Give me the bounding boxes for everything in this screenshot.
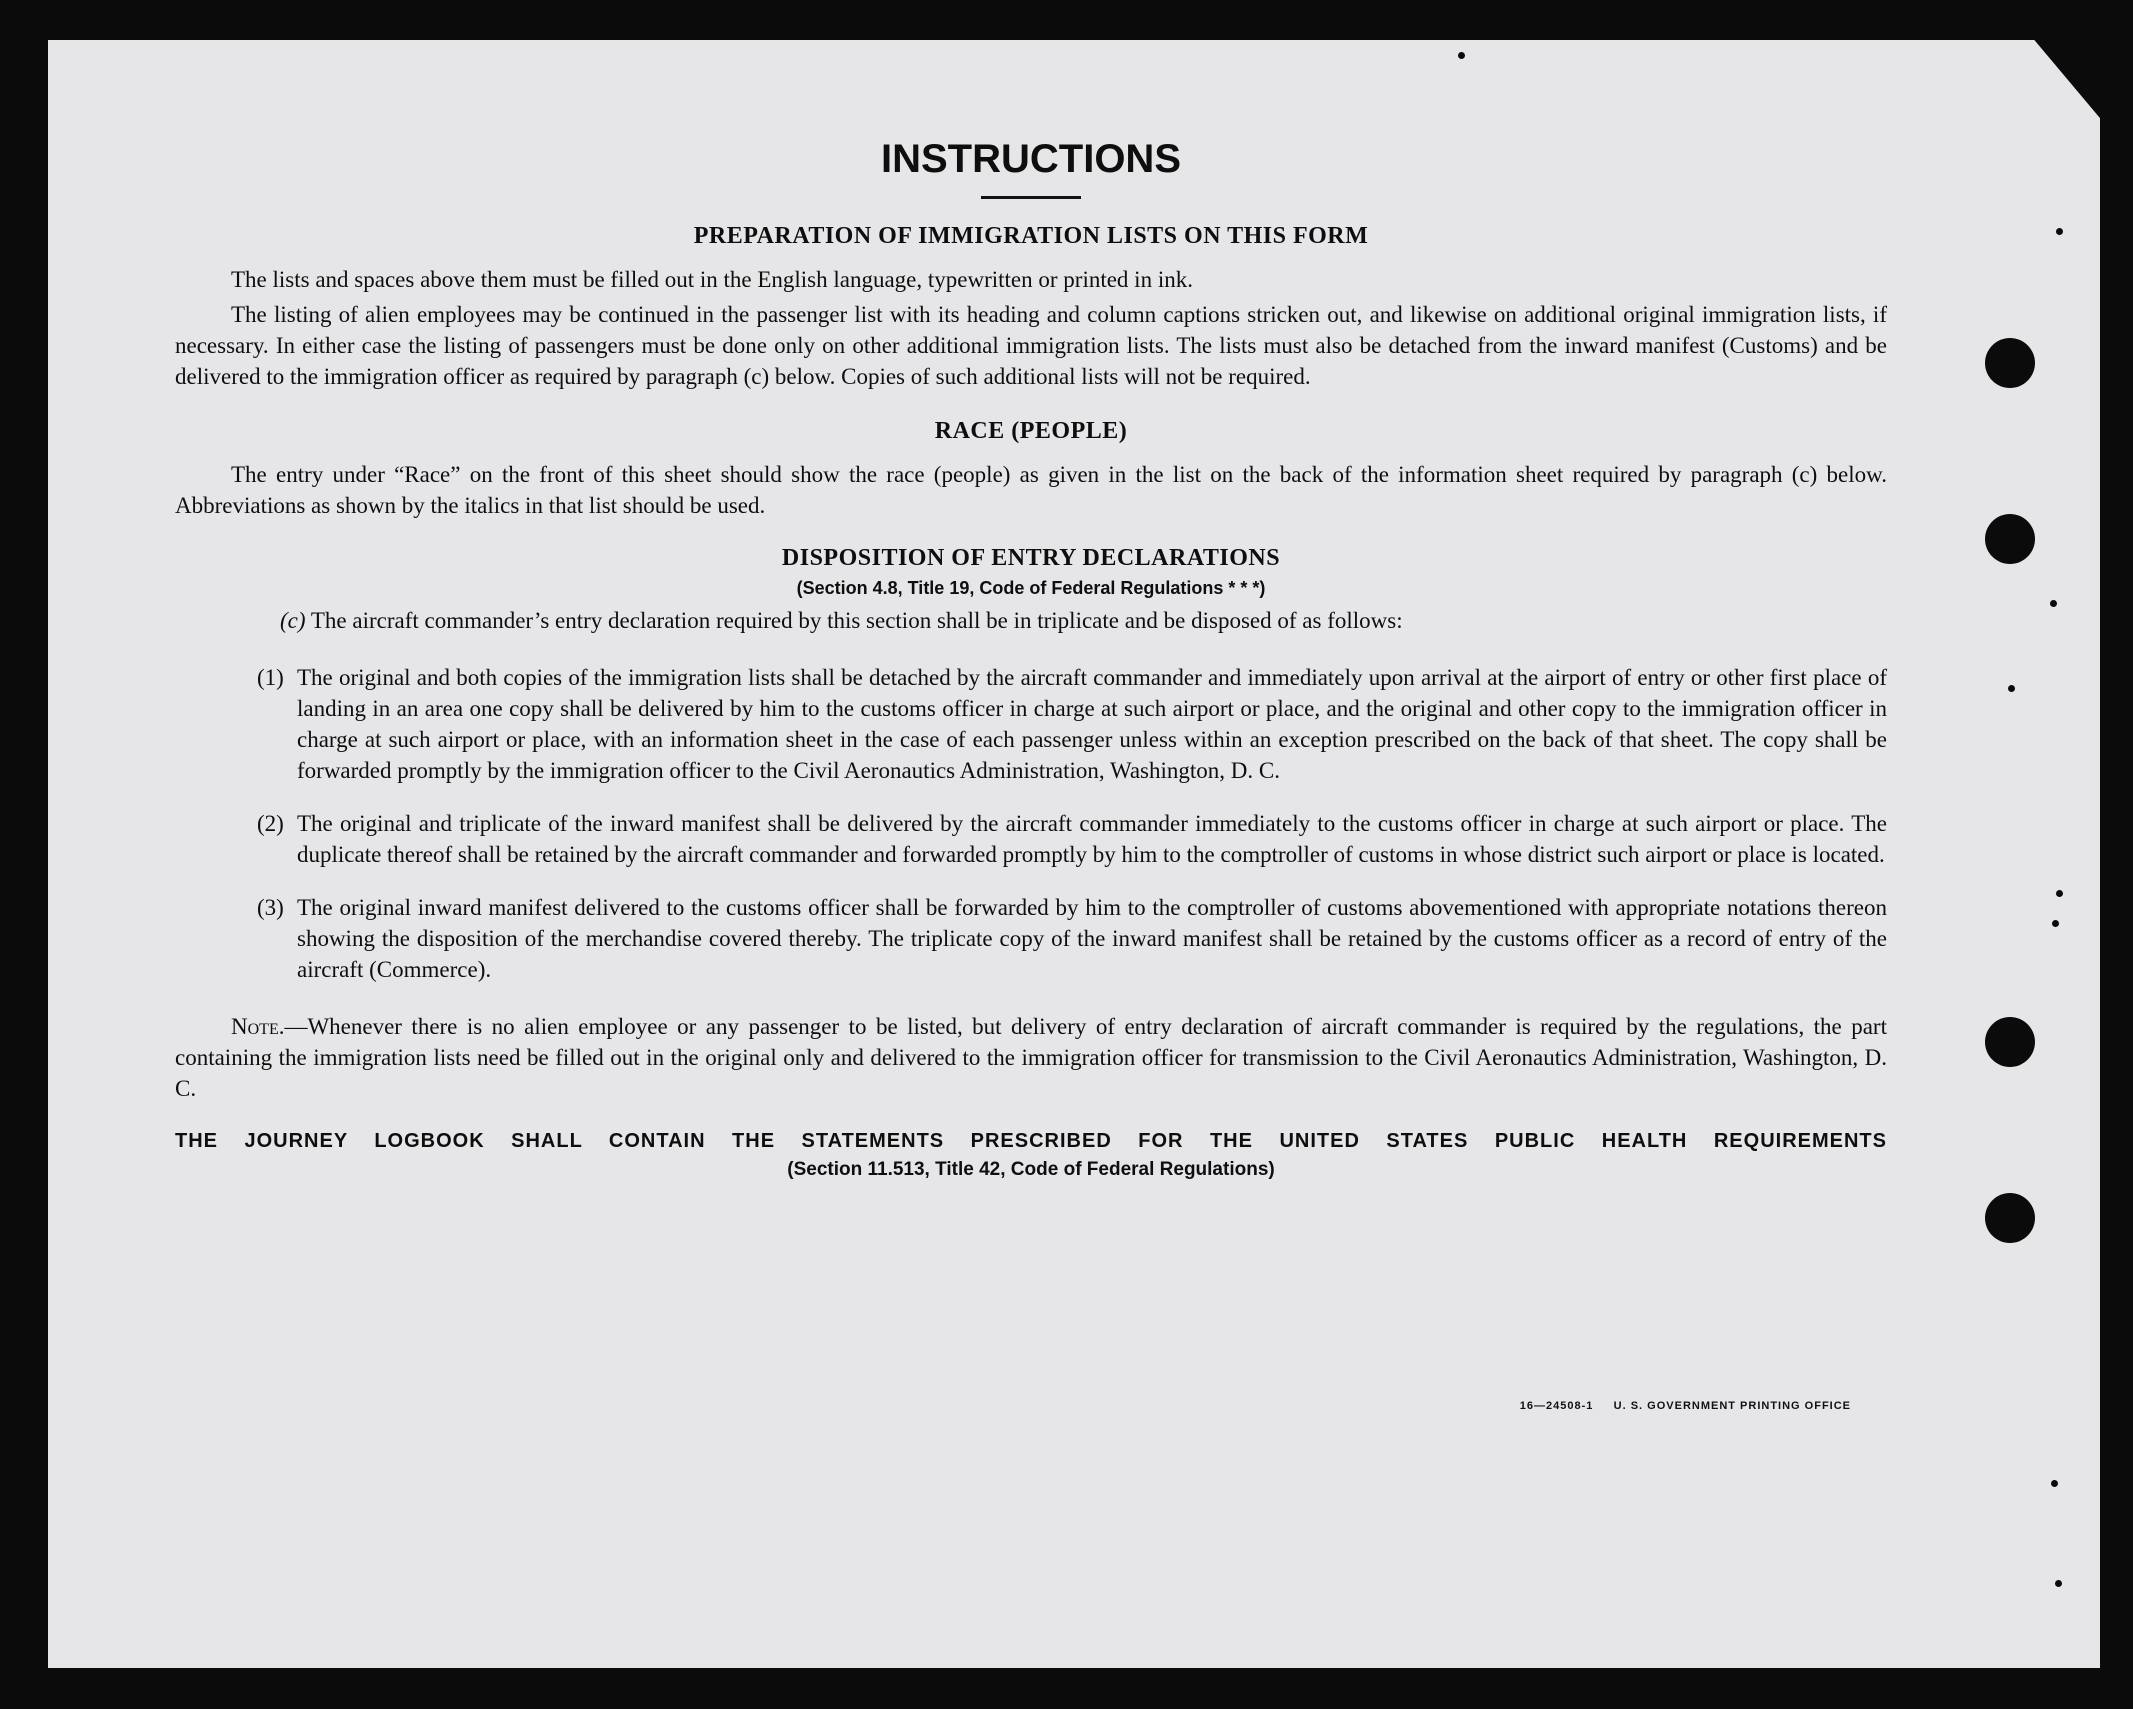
form-code: 16—24508-1 [1519,1400,1594,1412]
punch-hole [1985,514,2035,564]
punch-hole [1985,338,2035,388]
race-paragraph: The entry under “Race” on the front of this sheet should show the race (people) as given in the list on the back of the information sheet required by paragraph (c) below. Abbreviations as shown by the italics in that list should be used. [175,462,1887,518]
item-number: (2) [257,811,284,836]
disposition-item-2 [257,808,1887,870]
item-number: (3) [257,895,284,920]
page-title: INSTRUCTIONS [881,137,1181,181]
paper-mark [2051,1480,2058,1487]
journey-statement: THE JOURNEY LOGBOOK SHALL CONTAIN THE STATEMENTS PRESCRIBED FOR THE UNITED STATES PUBLIC HEALTH REQUIREMENTS [175,1130,1887,1152]
heading-disposition: DISPOSITION OF ENTRY DECLARATIONS [781,545,1281,571]
item-number: (1) [257,665,284,690]
disposition-intro [280,605,1887,636]
paper-mark [2055,1580,2062,1587]
paper-mark [2056,890,2063,897]
note-paragraph [175,1011,1887,1104]
preparation-paragraph-2: The listing of alien employees may be continued in the passenger list with its heading and column captions stricken out, and likewise on additional original immigration lists, if necessary. In either case the listing of passengers must be done only on other additional immigration lists. The lists must also be detached from the inward manifest (Customs) and be delivered to the immigration officer as required by paragraph (c) below. Copies of such additional lists will not be required. [175,302,1887,389]
note-text: —Whenever there is no alien employee or any passenger to be listed, but delivery of entry declaration of aircraft commander is required by the regulations, the part containing the immigration lists need be filled out in the original only and delivered to the immigration officer for transmission to the Civil Aeronautics Administration, Washington, D. C. [175,1014,1887,1101]
paper-mark [2052,920,2059,927]
item-text: The original and triplicate of the inward manifest shall be delivered by the aircraft commander immediately to the customs officer in charge at such airport or place. The duplicate thereof shall be retained by the aircraft commander and forwarded promptly by him to the comptroller of customs in whose district such airport or place is located. [297,811,1887,867]
journey-reference: (Section 11.513, Title 42, Code of Federal Regulations) [787,1159,1275,1180]
disposition-item-1 [257,662,1887,786]
disposition-reference: (Section 4.8, Title 19, Code of Federal Regulations * * *) [796,578,1266,598]
printing-office-footer [1520,1400,1851,1412]
note-label: Note. [231,1014,285,1039]
intro-label: (c) [280,608,306,633]
heading-race: RACE (PEOPLE) [934,418,1128,444]
instructions-content [175,90,1887,1181]
disposition-item-3 [257,892,1887,985]
punch-hole [1985,1017,2035,1067]
printer-name: U. S. GOVERNMENT PRINTING OFFICE [1613,1400,1851,1412]
punch-hole [1985,1193,2035,1243]
intro-text: The aircraft commander’s entry declaration required by this section shall be in triplicate and be disposed of as follows: [310,608,1403,633]
paper-mark [1458,52,1465,59]
paper-mark [2056,228,2063,235]
item-text: The original and both copies of the immigration lists shall be detached by the aircraft commander and immediately upon arrival at the airport of entry or other first place of landing in an area one copy shall be delivered by him to the customs officer in charge at such airport or place, and the original and other copy to the immigration officer in charge at such airport or place, with an information sheet in the case of each passenger unless within an exception prescribed on the back of that sheet. The copy shall be forwarded promptly by the immigration officer to the Civil Aeronautics Administration, Washington, D. C. [297,665,1887,783]
title-underline [981,196,1081,199]
heading-preparation: PREPARATION OF IMMIGRATION LISTS ON THIS FORM [693,223,1369,249]
item-text: The original inward manifest delivered to the customs officer shall be forwarded by him to the comptroller of customs abovementioned with appropriate notations thereon showing the disposition of the merchandise covered thereby. The triplicate copy of the inward manifest shall be retained by the customs officer as a record of entry of the aircraft (Commerce). [297,895,1887,982]
preparation-paragraph-1: The lists and spaces above them must be filled out in the English language, typewritten or printed in ink. [231,267,1193,292]
paper-mark [2008,685,2015,692]
paper-mark [2050,600,2057,607]
